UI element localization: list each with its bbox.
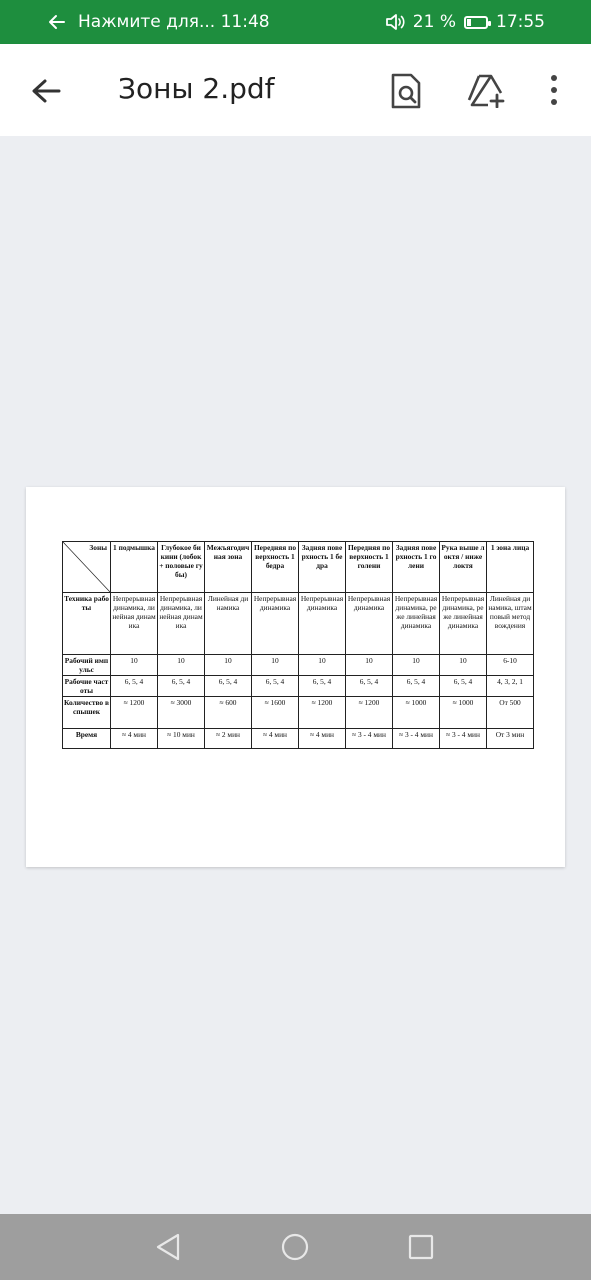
table-cell: 10 (440, 655, 487, 676)
recent-apps-square-icon[interactable] (406, 1232, 436, 1262)
column-header: 1 зона лица (487, 542, 534, 593)
table-cell: 6, 5, 4 (346, 676, 393, 697)
column-header: Рука выше локтя / ниже локтя (440, 542, 487, 593)
status-bar (0, 0, 591, 44)
table-cell: 10 (299, 655, 346, 676)
table-cell: От 500 (487, 697, 534, 729)
column-header: Передняя поверхность 1 голени (346, 542, 393, 593)
app-bar (0, 44, 591, 136)
table-cell: Линейная динамика (205, 593, 252, 655)
battery-icon (464, 16, 488, 29)
row-header: Рабочие частоты (63, 676, 111, 697)
table-cell: 10 (252, 655, 299, 676)
table-cell: 10 (158, 655, 205, 676)
table-cell: 10 (346, 655, 393, 676)
table-cell: Непрерывная динамика, линейная динамика (111, 593, 158, 655)
table-row (63, 655, 534, 676)
table-cell: 10 (393, 655, 440, 676)
table-cell: 6, 5, 4 (393, 676, 440, 697)
table-cell: ≈ 1200 (299, 697, 346, 729)
column-header: 1 подмышка (111, 542, 158, 593)
pdf-page[interactable] (26, 487, 565, 867)
table-cell: Непрерывная динамика, линейная динамика (158, 593, 205, 655)
table-cell: Линейная динамика, штамповый метод вождения (487, 593, 534, 655)
table-cell: ≈ 1000 (440, 697, 487, 729)
speaker-icon (385, 13, 405, 31)
table-cell: ≈ 4 мин (111, 729, 158, 749)
table-cell: ≈ 3 - 4 мин (393, 729, 440, 749)
table-cell: 6, 5, 4 (299, 676, 346, 697)
table-cell: 6, 5, 4 (158, 676, 205, 697)
back-to-call-arrow-icon[interactable] (48, 13, 66, 31)
table-cell: 6, 5, 4 (252, 676, 299, 697)
table-cell: ≈ 1200 (111, 697, 158, 729)
document-title: Зоны 2.pdf (118, 72, 275, 105)
table-cell: 6, 5, 4 (205, 676, 252, 697)
table-cell: Непрерывная динамика, реже линейная динамика (440, 593, 487, 655)
table-cell: 10 (111, 655, 158, 676)
row-header: Техника работы (63, 593, 111, 655)
column-header: Глубокое бикини (лобок + половые губы) (158, 542, 205, 593)
table-row (63, 729, 534, 749)
table-cell: ≈ 600 (205, 697, 252, 729)
table-cell: 10 (205, 655, 252, 676)
more-options-icon[interactable] (545, 72, 563, 108)
back-triangle-icon[interactable] (154, 1232, 184, 1262)
table-cell: ≈ 1600 (252, 697, 299, 729)
zones-table (62, 541, 534, 749)
table-cell: ≈ 10 мин (158, 729, 205, 749)
table-cell: Непрерывная динамика (252, 593, 299, 655)
table-header-row (63, 542, 534, 593)
table-cell: Непрерывная динамика (346, 593, 393, 655)
table-cell: От 3 мин (487, 729, 534, 749)
battery-percent: 21 % (412, 12, 456, 32)
back-arrow-icon[interactable] (30, 75, 62, 107)
column-header: Передняя поверхность 1 бедра (252, 542, 299, 593)
row-header: Рабочий импульс (63, 655, 111, 676)
column-header: Задняя поверхность 1 бедра (299, 542, 346, 593)
column-header: Задняя поверхность 1 голени (393, 542, 440, 593)
table-row (63, 593, 534, 655)
row-header: Количество вспышек (63, 697, 111, 729)
table-cell: 6, 5, 4 (440, 676, 487, 697)
table-cell: 6-10 (487, 655, 534, 676)
table-cell: ≈ 1200 (346, 697, 393, 729)
pdf-viewer[interactable] (0, 136, 591, 1214)
table-cell: ≈ 3 - 4 мин (440, 729, 487, 749)
table-cell: ≈ 2 мин (205, 729, 252, 749)
table-row (63, 676, 534, 697)
add-to-drive-icon[interactable] (466, 72, 506, 108)
table-cell: Непрерывная динамика, реже линейная динамика (393, 593, 440, 655)
table-cell: 6, 5, 4 (111, 676, 158, 697)
table-cell: ≈ 3000 (158, 697, 205, 729)
row-header: Время (63, 729, 111, 749)
clock: 17:55 (496, 12, 545, 32)
table-corner-cell (63, 542, 111, 593)
table-cell: ≈ 3 - 4 мин (346, 729, 393, 749)
table-cell: ≈ 1000 (393, 697, 440, 729)
table-cell: Непрерывная динамика (299, 593, 346, 655)
home-circle-icon[interactable] (280, 1232, 310, 1262)
system-navigation-bar (0, 1214, 591, 1280)
table-cell: 4, 3, 2, 1 (487, 676, 534, 697)
notification-text[interactable]: Нажмите для... 11:48 (78, 12, 270, 32)
table-row (63, 697, 534, 729)
table-cell: ≈ 4 мин (299, 729, 346, 749)
table-cell: ≈ 4 мин (252, 729, 299, 749)
corner-label: Зоны (89, 543, 107, 552)
column-header: Межъягодичная зона (205, 542, 252, 593)
search-in-document-icon[interactable] (389, 72, 423, 110)
